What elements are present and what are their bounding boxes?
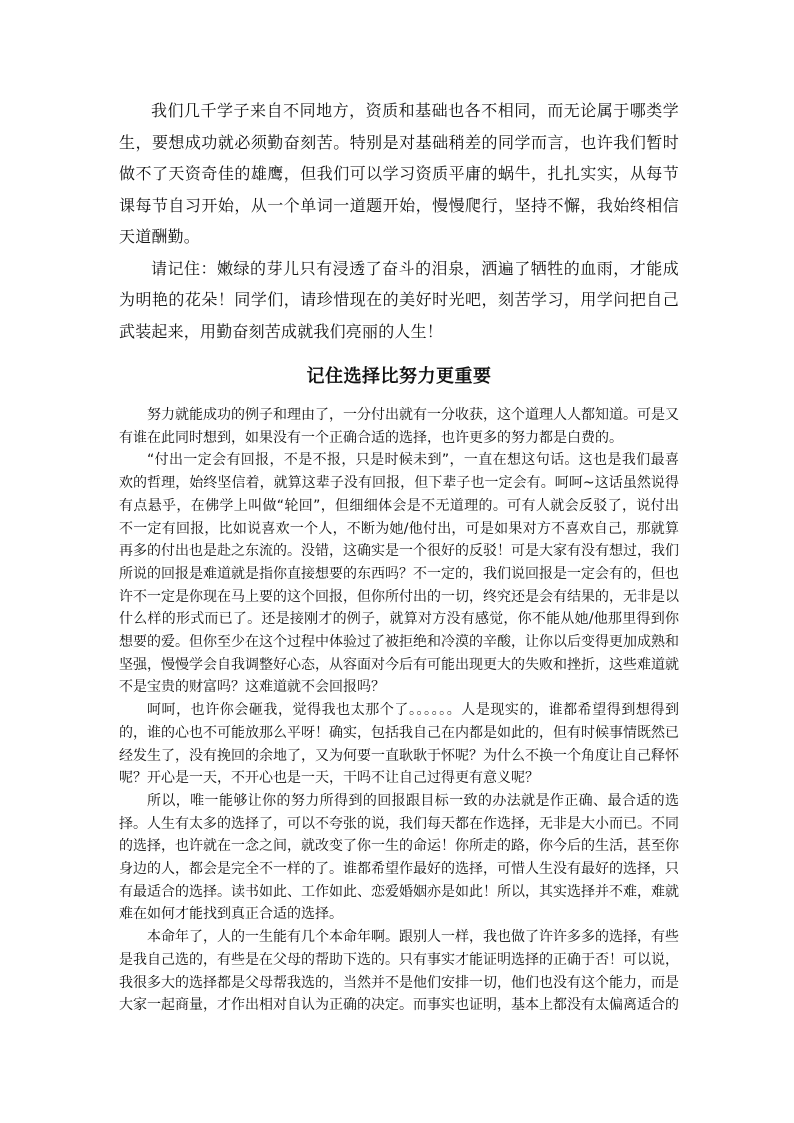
essay-paragraph: 努力就能成功的例子和理由了，一分付出就有一分收获，这个道理人人都知道。可是又有谁在此同时想到，如果没有一个正确合适的选择，也许更多的努力都是白费的。 (119, 407, 679, 446)
essay-title: 记住选择比努力更重要 (306, 366, 492, 387)
essay-body (119, 404, 679, 1017)
essay-paragraph: 呵呵，也许你会砸我，觉得我也太那个了。。。。。。人是现实的，谁都希望得到想得到的，谁的心也不可能放那么平呀！确实，包括我自己在内都是如此的，但有时候事情既然已经发生了，没有挽回的余地了，又为何要一直耿耿于怀呢？为什么不换一个角度让自己释怀呢？开心是一天，不开心也是一天，干吗不让自己过得更有意义呢？ (119, 702, 679, 787)
essay-paragraph: 所以，唯一能够让你的努力所得到的回报跟目标一致的办法就是作正确、最合适的选择。人生有太多的选择了，可以不夸张的说，我们每天都在作选择，无非是大小而已。不同的选择，也许就在一念之间，就改变了你一生的命运！你所走的路，你今后的生活，甚至你身边的人，都会是完全不一样的了。谁都希望作最好的选择，可惜人生没有最好的选择，只有最适合的选择。读书如此、工作如此、恋爱婚姻亦是如此！所以，其实选择并不难，难就难在如何才能找到真正合适的选择。 (119, 792, 679, 923)
intro-paragraph: 请记住：嫩绿的芽儿只有浸透了奋斗的泪泉，洒遍了牺牲的血雨，才能成为明艳的花朵！同学们，请珍惜现在的美好时光吧，刻苦学习，用学问把自己武装起来，用勤奋刻苦成就我们亮丽的人生！ (119, 258, 679, 341)
essay-paragraph: “付出一定会有回报，不是不报，只是时候未到”，一直在想这句话。这也是我们最喜欢的哲理，始终坚信着，就算这辈子没有回报，但下辈子也一定会有。呵呵~这话虽然说得有点悬乎，在佛学上叫做“轮回”，但细细体会是不无道理的。可有人就会反驳了，说付出不一定有回报，比如说喜欢一个人，不断为她/他付出，可是如果对方不喜欢自己，那就算再多的付出也是赴之东流的。没错，这确实是一个很好的反驳！可是大家有没有想过，我们所说的回报是难道就是指你直接想要的东西吗？不一定的，我们说回报是一定会有的，但也许不一定是你现在马上要的这个回报，但你所付出的一切，终究还是会有结果的，无非是以什么样的形式而已了。还是接刚才的例子，就算对方没有感觉，你不能从她/他那里得到你想要的爱。但你至少在这个过程中体验过了被拒绝和冷漠的辛酸，让你以后变得更加成熟和坚强，慢慢学会自我调整好心态，从容面对今后有可能出现更大的失败和挫折，这些难道就不是宝贵的财富吗？这难道就不会回报吗？ (119, 452, 679, 696)
intro-section (119, 95, 679, 347)
intro-paragraph: 我们几千学子来自不同地方，资质和基础也各不相同，而无论属于哪类学生，要想成功就必须勤奋刻苦。特别是对基础稍差的同学而言，也许我们暂时做不了天资奇佳的雄鹰，但我们可以学习资质平庸的蜗牛，扎扎实实，从每节课每节自习开始，从一个单词一道题开始，慢慢爬行，坚持不懈，我始终相信天道酬勤。 (119, 101, 679, 246)
essay-paragraph: 本命年了，人的一生能有几个本命年啊。跟别人一样，我也做了许许多多的选择，有些是我自己选的，有些是在父母的帮助下选的。只有事实才能证明选择的正确于否！可以说，我很多大的选择都是父母帮我选的，当然并不是他们安排一切，他们也没有这个能力，而是大家一起商量，才作出相对自认为正确的决定。而事实也证明，基本上都没有太偏离适合的 (119, 929, 679, 1014)
